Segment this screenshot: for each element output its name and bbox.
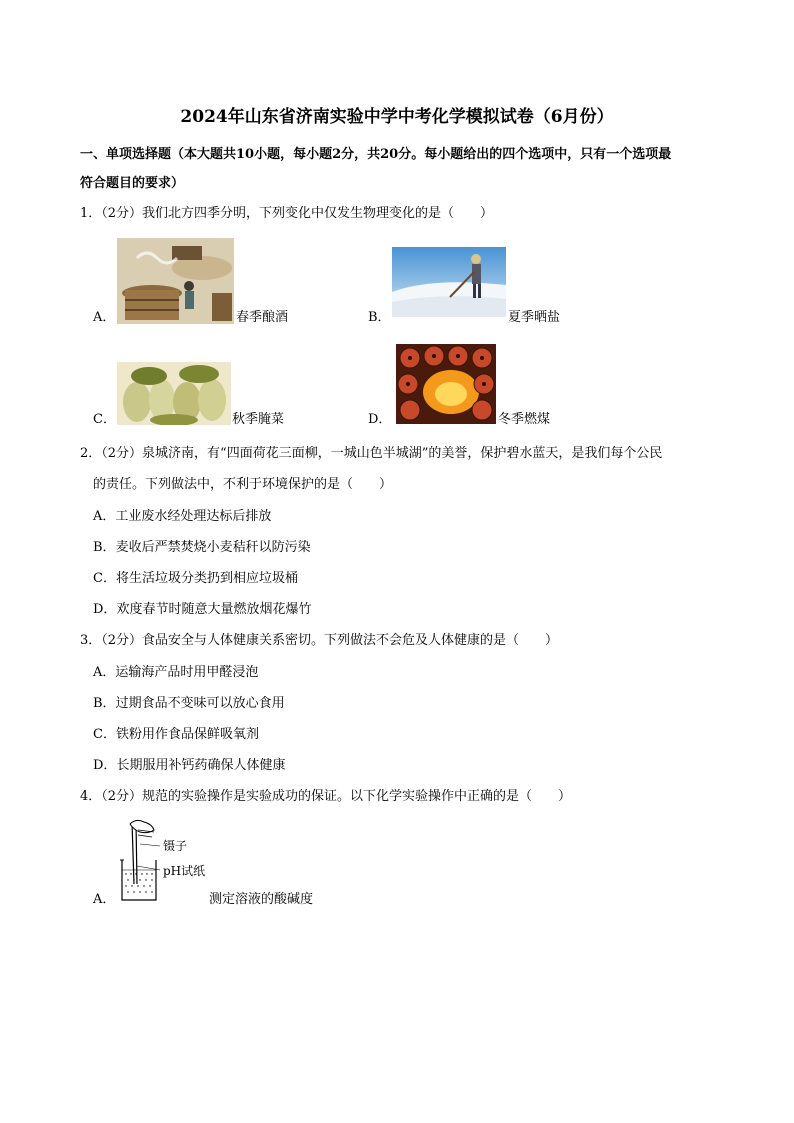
page-title: 2024年山东省济南实验中学中考化学模拟试卷（6月份） <box>180 107 614 127</box>
q2-option-b <box>93 540 311 556</box>
q4-option-a-text: 测定溶液的酸碱度 <box>209 892 314 907</box>
q4-option-a-letter: A． <box>93 892 116 907</box>
q3-option-c <box>93 727 259 743</box>
option-letter: C． <box>93 727 116 742</box>
brewing-picture <box>117 238 234 324</box>
salt-drying-picture <box>392 247 506 317</box>
q3-option-d <box>93 758 285 774</box>
q2-option-d <box>93 602 311 618</box>
question-2-stem-line1: 2．（2分）泉城济南，有“四面荷花三面柳，一城山色半城湖”的美誉，保护碧水蓝天，是我们每个公民 <box>80 446 663 461</box>
option-letter: C． <box>93 571 116 586</box>
q1-option-b-text: 夏季晒盐 <box>508 310 561 325</box>
question-3-stem: 3．（2分）食品安全与人体健康关系密切。下列做法不会危及人体健康的是（ ） <box>80 633 559 648</box>
option-letter: B． <box>93 696 116 711</box>
q1-option-a-text: 春季酿酒 <box>236 310 289 325</box>
section-heading-line2: 符合题目的要求） <box>80 176 185 191</box>
option-text: 将生活垃圾分类扔到相应垃圾桶 <box>115 571 298 586</box>
section-heading-line1: 一、单项选择题（本大题共10小题，每小题2分，共20分。每小题给出的四个选项中，只有一个选项最 <box>80 147 672 162</box>
option-letter: D． <box>93 602 117 617</box>
q1-option-d-letter: D． <box>368 412 392 427</box>
question-1-stem: 1．（2分）我们北方四季分明，下列变化中仅发生物理变化的是（ ） <box>80 206 494 221</box>
q1-option-d-text: 冬季燃煤 <box>498 412 551 427</box>
option-text: 工业废水经处理达标后排放 <box>115 509 272 524</box>
burning-coal-picture <box>396 344 496 424</box>
option-text: 欢度春节时随意大量燃放烟花爆竹 <box>116 602 312 617</box>
pickled-vegetables-picture <box>117 362 231 425</box>
option-letter: D． <box>93 758 117 773</box>
option-text: 铁粉用作食品保鲜吸氧剂 <box>115 727 259 742</box>
ph-test-diagram <box>116 818 162 904</box>
ph-paper-label: pH试纸 <box>163 864 206 878</box>
tweezers-label: 镊子 <box>163 839 188 853</box>
q1-option-c-text: 秋季腌菜 <box>232 412 285 427</box>
q1-option-a-letter: A． <box>93 310 116 325</box>
option-letter: B． <box>93 540 116 555</box>
option-text: 过期食品不变味可以放心食用 <box>115 696 285 711</box>
option-text: 运输海产品时用甲醛浸泡 <box>115 665 259 680</box>
option-letter: A． <box>93 509 116 524</box>
q1-option-c-letter: C． <box>93 412 116 427</box>
q3-option-b <box>93 696 285 712</box>
question-4-stem: 4．（2分）规范的实验操作是实验成功的保证。以下化学实验操作中正确的是（ ） <box>80 789 572 804</box>
option-text: 麦收后严禁焚烧小麦秸秆以防污染 <box>115 540 311 555</box>
question-2-stem-line2: 的责任。下列做法中，不利于环境保护的是（ ） <box>93 477 393 492</box>
q2-option-a <box>93 509 271 525</box>
option-text: 长期服用补钙药确保人体健康 <box>116 758 286 773</box>
option-letter: A． <box>93 665 116 680</box>
q3-option-a <box>93 665 258 681</box>
q2-option-c <box>93 571 298 587</box>
q1-option-b-letter: B． <box>368 310 391 325</box>
